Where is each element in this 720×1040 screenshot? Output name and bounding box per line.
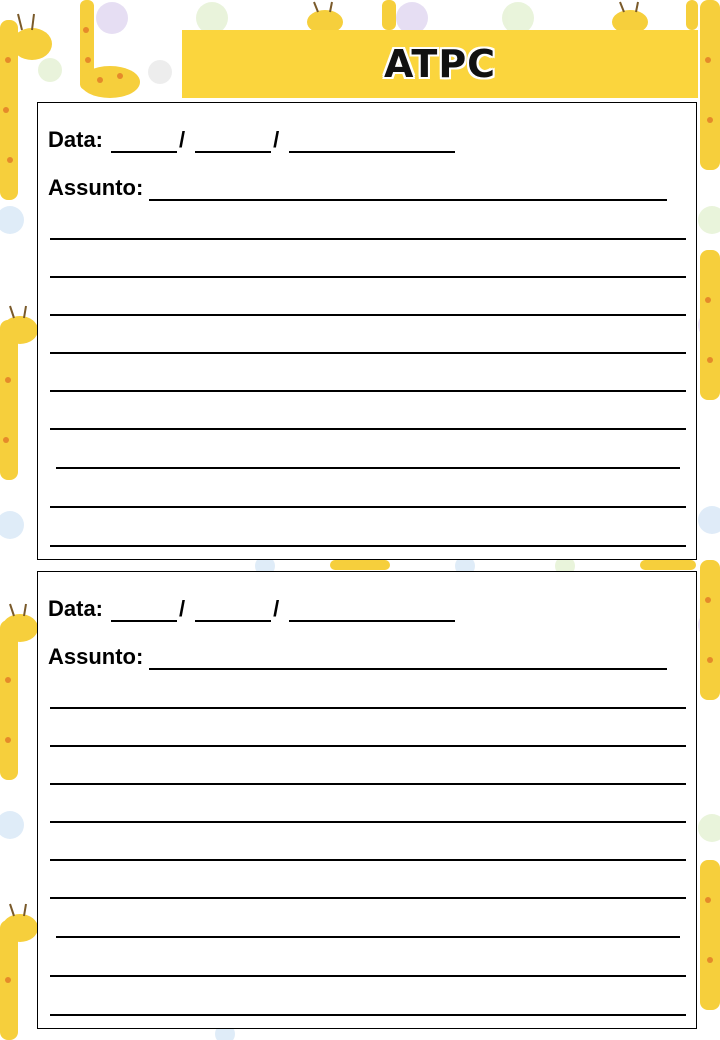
date-row: [48, 127, 455, 153]
date-label: Data:: [48, 127, 104, 152]
month-blank[interactable]: [195, 131, 271, 153]
day-blank[interactable]: [111, 131, 177, 153]
subject-row: [48, 175, 667, 201]
date-separator: /: [179, 127, 186, 152]
subject-label: Assunto:: [48, 644, 144, 669]
writing-line[interactable]: [50, 975, 686, 977]
page-title: ATPC: [383, 42, 497, 86]
subject-blank[interactable]: [149, 179, 667, 201]
writing-line[interactable]: [50, 859, 686, 861]
subject-row: [48, 644, 667, 670]
writing-line[interactable]: [50, 545, 686, 547]
writing-line[interactable]: [50, 1014, 686, 1016]
writing-line[interactable]: [50, 428, 686, 430]
subject-label: Assunto:: [48, 175, 144, 200]
writing-line[interactable]: [56, 936, 680, 938]
year-blank[interactable]: [289, 131, 455, 153]
subject-blank[interactable]: [149, 648, 667, 670]
record-card-1: [37, 102, 697, 560]
date-label: Data:: [48, 596, 104, 621]
writing-line[interactable]: [50, 821, 686, 823]
writing-line[interactable]: [50, 707, 686, 709]
day-blank[interactable]: [111, 600, 177, 622]
writing-line[interactable]: [50, 352, 686, 354]
date-separator: /: [179, 596, 186, 621]
writing-line[interactable]: [50, 314, 686, 316]
date-separator: /: [273, 596, 280, 621]
writing-line[interactable]: [50, 783, 686, 785]
date-separator: /: [273, 127, 280, 152]
month-blank[interactable]: [195, 600, 271, 622]
writing-line[interactable]: [50, 390, 686, 392]
writing-line[interactable]: [50, 745, 686, 747]
year-blank[interactable]: [289, 600, 455, 622]
writing-line[interactable]: [50, 238, 686, 240]
writing-line[interactable]: [56, 467, 680, 469]
date-row: [48, 596, 455, 622]
writing-line[interactable]: [50, 506, 686, 508]
writing-line[interactable]: [50, 276, 686, 278]
record-card-2: [37, 571, 697, 1029]
writing-line[interactable]: [50, 897, 686, 899]
